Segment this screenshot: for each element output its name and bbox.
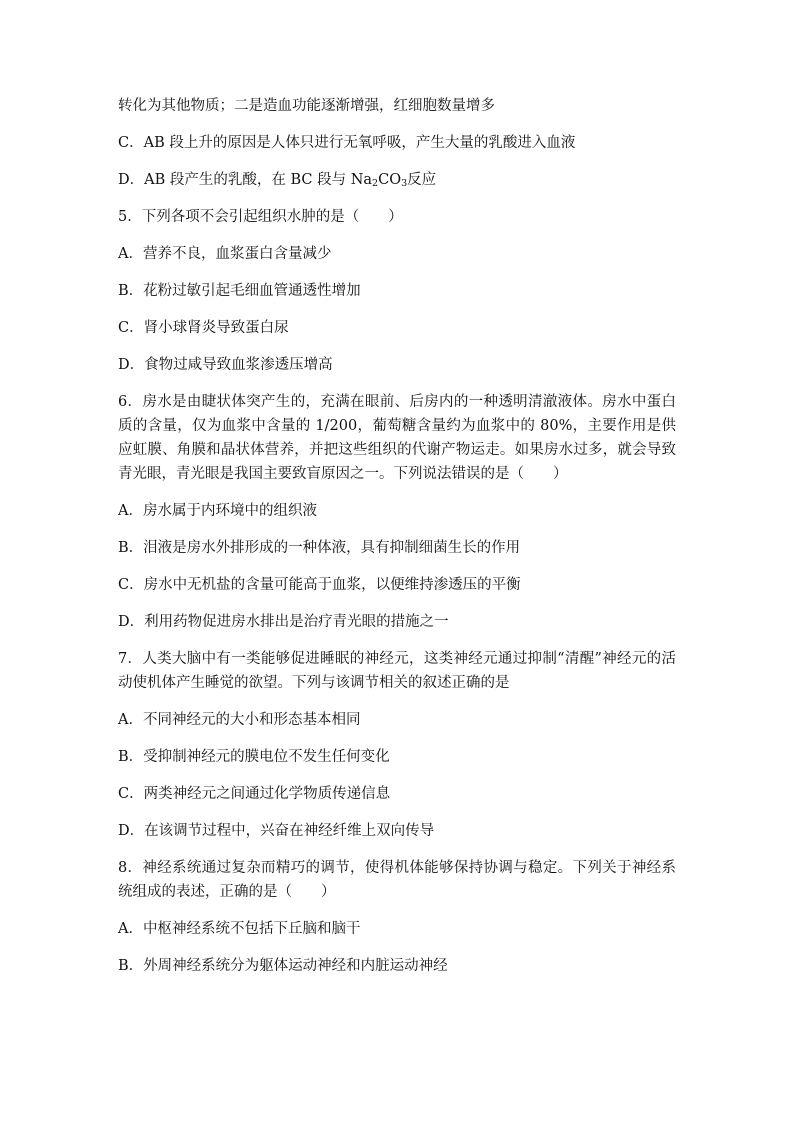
q4-option-d [118,168,676,192]
q6-stem: 6．房水是由睫状体突产生的，充满在眼前、后房内的一种透明清澈液体。房水中蛋白质的含量，仅为血浆中含量的 1/200，葡萄糖含量约为血浆中的 80%，主要作用是供应虹膜、角膜和晶状体营养，并把这些组织的代谢产物运走。如果房水过多，就会导致青光眼，青光眼是我国主要致盲原因之一。下列说法错误的是（ ） [118,394,676,482]
q5-option-c: C．肾小球肾炎导致蛋白尿 [118,320,289,336]
q4-option-d-text: 反应 [407,172,437,188]
document-page [118,94,676,978]
q4-option-c: C．AB 段上升的原因是人体只进行无氧呼吸，产生大量的乳酸进入血液 [118,135,576,151]
q8-stem: 8．神经系统通过复杂而精巧的调节，使得机体能够保持协调与稳定。下列关于神经系统组成的表述，正确的是（ ） [118,860,676,900]
q7-option-d: D．在该调节过程中，兴奋在神经纤维上双向传导 [118,823,435,839]
q7-option-a: A．不同神经元的大小和形态基本相同 [118,712,361,728]
q6-option-c: C．房水中无机盐的含量可能高于血浆，以便维持渗透压的平衡 [118,577,521,593]
q5-stem: 5．下列各项不会引起组织水肿的是（ ） [118,209,403,225]
q7-stem: 7．人类大脑中有一类能够促进睡眠的神经元，这类神经元通过抑制“清醒”神经元的活动使机体产生睡觉的欲望。下列与该调节相关的叙述正确的是 [118,651,676,691]
subscript: 3 [401,178,408,189]
q4-option-d-text: D．AB 段产生的乳酸，在 BC 段与 Na [118,172,373,188]
q4-option-d-text: CO [378,172,402,188]
subscript: 2 [372,178,379,189]
q6-option-d: D．利用药物促进房水排出是治疗青光眼的措施之一 [118,614,449,630]
q8-option-a: A．中枢神经系统不包括下丘脑和脑干 [118,921,361,937]
q8-option-b: B．外周神经系统分为躯体运动神经和内脏运动神经 [118,958,448,974]
q5-option-a: A．营养不良，血浆蛋白含量减少 [118,246,332,262]
q6-option-b: B．泪液是房水外排形成的一种体液，具有抑制细菌生长的作用 [118,540,521,556]
q6-option-a: A．房水属于内环境中的组织液 [118,503,317,519]
continuation-text: 转化为其他物质；二是造血功能逐渐增强，红细胞数量增多 [118,98,495,114]
q7-option-b: B．受抑制神经元的膜电位不发生任何变化 [118,749,390,765]
q7-option-c: C．两类神经元之间通过化学物质传递信息 [118,786,391,802]
q5-option-b: B．花粉过敏引起毛细血管通透性增加 [118,283,361,299]
q5-option-d: D．食物过咸导致血浆渗透压增高 [118,357,333,373]
